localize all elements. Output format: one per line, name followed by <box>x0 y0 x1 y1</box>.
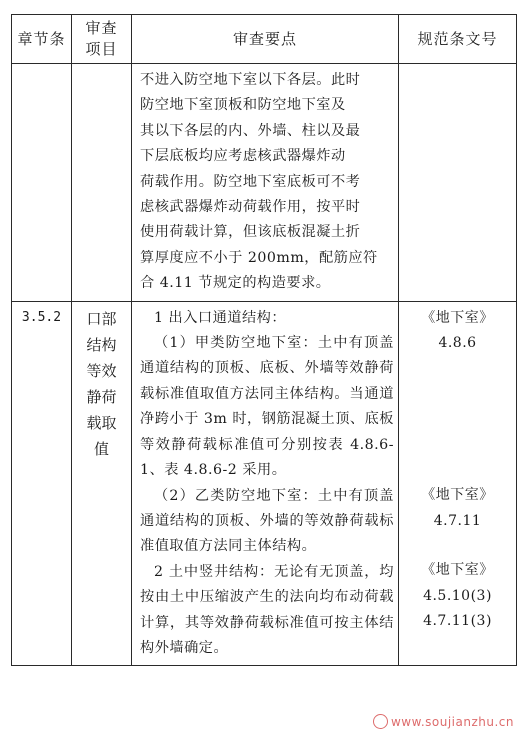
text-line: 其以下各层的内、外墙、柱以及最 <box>140 122 361 139</box>
reference-line: 4.7.11 <box>433 512 482 529</box>
text-line: 算厚度应不小于 200mm，配筋应符 <box>140 249 378 266</box>
text-line: 使用荷载计算，但该底板混凝土折 <box>140 224 361 241</box>
header-section: 章节条 <box>12 15 72 64</box>
paragraph: 1 出入口通道结构： <box>154 309 287 326</box>
text-line: 下层底板均应考虑核武器爆炸动 <box>140 148 346 165</box>
header-item <box>72 15 132 64</box>
row2-section-cell <box>12 301 72 666</box>
row2-text <box>132 302 398 666</box>
header-points: 审查要点 <box>132 15 399 64</box>
text-line: 防空地下室顶板和防空地下室及 <box>140 97 346 114</box>
watermark <box>373 714 514 729</box>
row1-text <box>132 64 398 301</box>
paragraph: 2 土中竖井结构：无论有无顶盖，均按由土中压缩波产生的法向均布动荷载计算，其等效静荷载标准值可按主体结构外墙确定。 <box>140 563 394 656</box>
header-item-line1: 审查 <box>85 19 118 37</box>
text-line: 合 4.11 节规定的构造要求。 <box>140 275 331 292</box>
text-line: 荷载作用。防空地下室底板可不考 <box>140 173 361 190</box>
reference-line: 4.8.6 <box>438 335 477 352</box>
reference-spacer <box>399 534 516 558</box>
reference-group <box>399 306 516 357</box>
item-line: 值 <box>93 439 109 458</box>
paragraph: （1）甲类防空地下室：土中有顶盖通道结构的顶板、底板、外墙等效静荷载标准值取值方法同主体结构。当通道净跨小于 3m 时，钢筋混凝土顶、底板等效静荷载标准值可分别按表 4.8.6-1、表 4.8.6-2 采用。 <box>140 335 394 479</box>
text-line: 不进入防空地下室以下各层。此时 <box>140 72 361 88</box>
watermark-logo-icon <box>373 714 388 729</box>
reference-line: 《地下室》 <box>421 562 494 579</box>
row1-points-cell <box>132 64 399 302</box>
reference-line: 《地下室》 <box>421 487 494 504</box>
item-line: 等效 <box>86 361 117 380</box>
header-item-line2: 项目 <box>85 40 118 58</box>
table-row <box>12 64 517 302</box>
text-line: 虑核武器爆炸动荷载作用，按平时 <box>140 199 361 216</box>
item-line: 静荷 <box>86 387 117 406</box>
watermark-text: www.soujianzhu.cn <box>390 715 514 729</box>
section-number: 3.5.2 <box>21 309 62 325</box>
row1-section-cell <box>12 64 72 302</box>
row2-item-cell <box>72 301 132 666</box>
row2-points-cell <box>132 301 399 666</box>
reference-line: 4.7.11(3) <box>423 613 492 630</box>
item-line: 结构 <box>86 335 117 354</box>
row1-item-cell <box>72 64 132 302</box>
references <box>399 302 516 635</box>
row1-ref-cell <box>399 64 517 302</box>
reference-spacer <box>399 356 516 483</box>
row2-ref-cell <box>399 301 517 666</box>
header-row <box>12 15 517 64</box>
item-line: 载取 <box>86 413 117 432</box>
reference-line: 《地下室》 <box>421 309 494 326</box>
reference-line: 4.5.10(3) <box>423 587 492 604</box>
review-table <box>11 14 517 666</box>
table-row <box>12 301 517 666</box>
reference-group <box>399 483 516 534</box>
header-ref: 规范条文号 <box>399 15 517 64</box>
item-name <box>72 302 131 462</box>
paragraph: （2）乙类防空地下室：土中有顶盖通道结构的顶板、外墙的等效静荷载标准值取值方法同主体结构。 <box>140 487 394 555</box>
item-line: 口部 <box>86 309 117 328</box>
reference-group <box>399 558 516 634</box>
